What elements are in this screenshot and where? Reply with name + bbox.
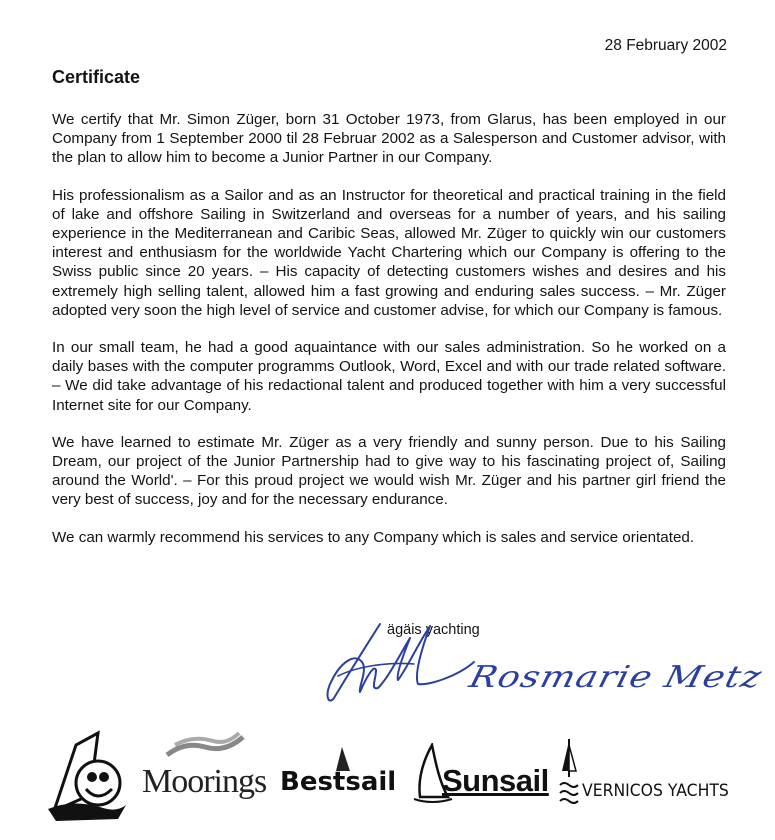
moorings-waves-icon (165, 731, 245, 761)
mascot-logo (42, 725, 132, 825)
paragraph-recommendation: We can warmly recommend his services to any Company which is sales and service orientated. (52, 528, 695, 546)
signature-2: Rosmarie Metz (465, 660, 766, 695)
vernicos-sail-icon (558, 737, 580, 807)
paragraph-employment: We certify that Mr. Simon Züger, born 31 October 1973, from Glarus, has been employed in our Company from 1 September 2000 til 28 Februar 2002 as a Salesperson and Customer advisor, with the plan to allow him to become a Junior Partner in our Company. (52, 111, 726, 167)
paragraph-personal: We have learned to estimate Mr. Züger as a very friendly and sunny person. Due to his Sailing Dream, our project of the Junior Partnership had to give way to his fascinating project of, Sailing around the World'. – For this proud project we would wish Mr. Züger and his partner girl friend the very best of success, joy and for the necessary endurance. (52, 433, 726, 509)
sunsail-logo: Sunsail (442, 763, 549, 798)
document-title: Certificate (52, 67, 141, 87)
certificate-body (52, 110, 726, 565)
document-date: 28 February 2002 (604, 37, 727, 54)
paragraph-professionalism: His professionalism as a Sailor and as an Instructor for theoretical and practical training in the field of lake and offshore Sailing in Switzerland and overseas for a number of years, and his sailing experience in the Mediterranean and Caribic Seas, allowed Mr. Züger to quickly win our customers interest and enthusiasm for the worldwide Yacht Chartering which our Company is offering to the Swiss public since 20 years. – His capacity of detecting customers wishes and desires and his extremely high selling talent, allowed him a fast growing and enduring sales success. – Mr. Züger adopted very soon the high level of service and customer advise, for which our Company is famous. (52, 186, 726, 319)
signature-1 (318, 618, 478, 713)
vernicos-logo: VERNICOS YACHTS (582, 781, 729, 801)
moorings-logo: Moorings (142, 763, 267, 800)
company-name: ägäis yachting (387, 622, 480, 638)
bestsail-logo: Bestsail (280, 767, 397, 797)
paragraph-team: In our small team, he had a good aquaintance with our sales administration. So he worked on a daily bases with the computer programms Outlook, Word, Excel and with our trade related software. – We did take advantage of his redactional talent and produced together with him a very successful Internet site for our Company. (52, 339, 726, 414)
partner-logos (40, 725, 740, 825)
